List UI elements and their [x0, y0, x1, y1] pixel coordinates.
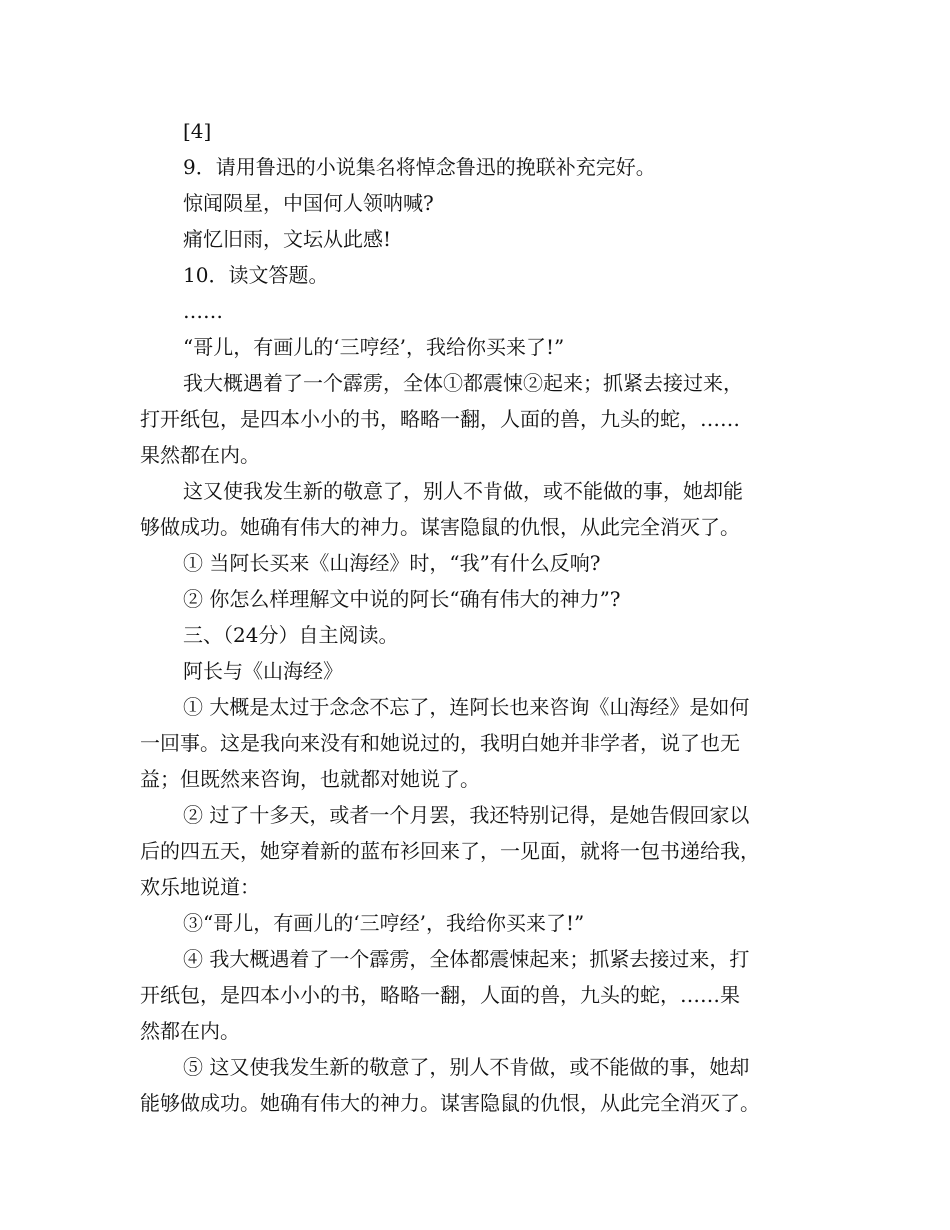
text-line: ① 大概是太过于念念不忘了，连阿长也来咨询《山海经》是如何: [183, 695, 750, 719]
couplet-line-1: 惊闻陨星，中国何人领呐喊?: [183, 191, 434, 215]
reading-paragraph-1: [140, 689, 820, 797]
sub-question-2: ② 你怎么样理解文中说的阿长“确有伟大的神力”?: [183, 587, 621, 611]
reading-paragraph-4: [140, 941, 820, 1049]
excerpt-paragraph-1: [140, 365, 820, 473]
text-line: 后的四五天，她穿着新的蓝布衫回来了，一见面，就将一包书递给我，: [140, 839, 760, 863]
text-line: 我大概遇着了一个霹雳，全体①都震悚②起来；抓紧去接过来，: [183, 371, 743, 395]
text-line: 果然都在内。: [140, 443, 260, 467]
text-line: 能够做成功。她确有伟大的神力。谋害隐鼠的仇恨，从此完全消灭了。: [140, 1091, 760, 1115]
section-3-heading: 三、（24分）自主阅读。: [183, 623, 399, 647]
text-line: 益；但既然来咨询，也就都对她说了。: [140, 767, 480, 791]
text-line: 欢乐地说道：: [140, 875, 260, 899]
document-body: [140, 113, 820, 1121]
couplet-line-2: 痛忆旧雨，文坛从此感!: [183, 227, 392, 251]
text-line: 然都在内。: [140, 1019, 240, 1043]
text-line: 一回事。这是我向来没有和她说过的，我明白她并非学者，说了也无: [140, 731, 740, 755]
text-line: 打开纸包，是四本小小的书，略略一翻，人面的兽，九头的蛇，……: [140, 407, 740, 431]
question-9: 9．请用鲁迅的小说集名将悼念鲁迅的挽联补充完好。: [183, 155, 656, 179]
excerpt-quote: “哥儿，有画儿的‘三哼经’，我给你买来了!”: [183, 335, 565, 359]
reading-title: 阿长与《山海经》: [183, 659, 343, 683]
reading-paragraph-3: ③“哥儿，有画儿的‘三哼经’，我给你买来了!”: [183, 911, 585, 935]
text-line: ④ 我大概遇着了一个霹雳，全体都震悚起来；抓紧去接过来，打: [183, 947, 750, 971]
ellipsis: ……: [183, 299, 223, 323]
reading-paragraph-5: [140, 1049, 820, 1121]
text-line: ⑤ 这又使我发生新的敬意了，别人不肯做，或不能做的事，她却: [183, 1055, 750, 1079]
text-line: ② 过了十多天，或者一个月罢，我还特别记得，是她告假回家以: [183, 803, 750, 827]
text-line: 这又使我发生新的敬意了，别人不肯做，或不能做的事，她却能: [183, 479, 743, 503]
question-10: 10．读文答题。: [183, 263, 329, 287]
sub-question-1: ① 当阿长买来《山海经》时，“我”有什么反响?: [183, 551, 601, 575]
text-line: 开纸包，是四本小小的书，略略一翻，人面的兽，九头的蛇，……果: [140, 983, 740, 1007]
excerpt-paragraph-2: [140, 473, 820, 545]
reading-paragraph-2: [140, 797, 820, 905]
text-line: 够做成功。她确有伟大的神力。谋害隐鼠的仇恨，从此完全消灭了。: [140, 515, 740, 539]
page-marker: [4]: [183, 119, 212, 143]
